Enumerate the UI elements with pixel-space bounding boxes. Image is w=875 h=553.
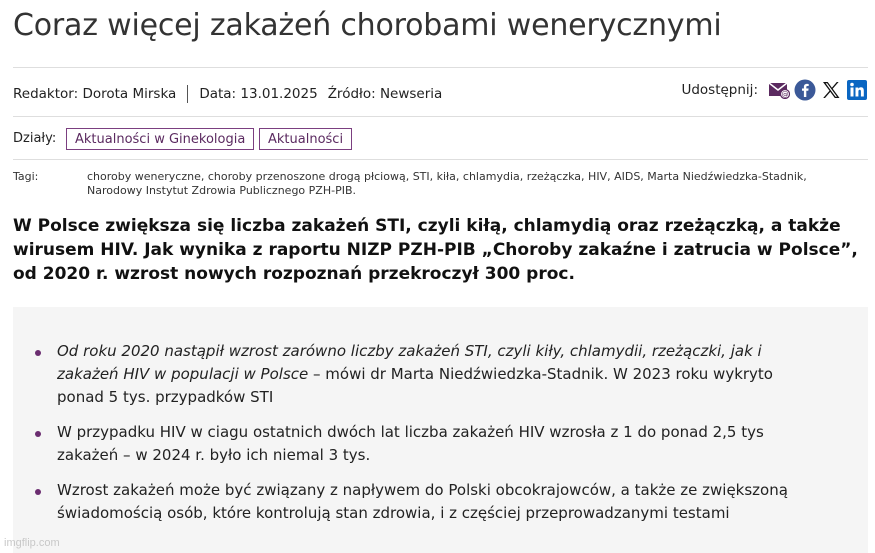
article-title: Coraz więcej zakażeń chorobami wenerycznymi [13, 8, 722, 43]
linkedin-icon[interactable] [846, 79, 868, 101]
bullet-text: – mówi dr Marta Niedźwiedzka-Stadnik. W 2023 roku wykryto ponad 5 tys. przypadków STI [57, 365, 773, 406]
watermark: imgflip.com [4, 537, 60, 549]
tags-list[interactable]: choroby weneryczne, choroby przenoszone drogą płciową, STI, kiła, chlamydia, rzeżączka, HIV, AIDS, Marta Niedźwiedzka-Stadnik, Narodowy Instytut Zdrowia Publicznego PZH-PIB. [87, 170, 807, 197]
bullet-dot [35, 350, 41, 356]
section-link-aktualnosci[interactable]: Aktualności [259, 128, 352, 150]
bullet-text: W przypadku HIV w ciagu ostatnich dwóch lat liczba zakażeń HIV wzrosła z 1 do ponad 2,5 tys zakażeń – w 2024 r. było ich niemal 3 tys. [57, 423, 764, 464]
summary-list [34, 340, 824, 537]
meta-separator [187, 85, 188, 103]
share-bar [681, 79, 868, 101]
list-item [34, 479, 824, 525]
sections-label: Działy: [13, 131, 57, 146]
x-icon[interactable] [820, 79, 842, 101]
svg-text:@: @ [781, 90, 789, 99]
facebook-icon[interactable] [794, 79, 816, 101]
section-link-ginekologia[interactable]: Aktualności w Ginekologia [66, 128, 254, 150]
tags-label: Tagi: [13, 170, 39, 183]
editor-text: Redaktor: Dorota Mirska [13, 86, 177, 102]
divider [13, 67, 868, 68]
quote-text: Od roku 2020 nastąpił wzrost zarówno liczby zakażeń STI, czyli kiły, chlamydii, rzeżączki, jak i zakażeń HIV w populacji w Polsce [57, 342, 762, 383]
article-meta [13, 85, 442, 103]
email-icon[interactable] [768, 79, 790, 101]
divider [13, 159, 868, 160]
date-text: Data: 13.01.2025 [199, 86, 318, 102]
divider [13, 116, 868, 117]
list-item [34, 340, 824, 409]
list-item [34, 421, 824, 467]
share-label: Udostępnij: [681, 82, 758, 98]
article-lead: W Polsce zwiększa się liczba zakażeń STI, czyli kiłą, chlamydią oraz rzeżączką, a także wirusem HIV. Jak wynika z raportu NIZP PZH-PIB „Choroby zakaźne i zatrucia w Polsce”, od 2020 r. wzrost nowych rozpoznań przekroczył 300 proc. [13, 216, 858, 284]
source-text: Źródło: Newseria [327, 86, 443, 102]
bullet-text: Wzrost zakażeń może być związany z napływem do Polski obcokrajowców, a także ze zwiększoną świadomością osób, które kontrolują stan zdrowia, i z częściej przeprowadzanymi testami [57, 481, 788, 522]
bullet-dot [35, 431, 41, 437]
bullet-dot [35, 489, 41, 495]
